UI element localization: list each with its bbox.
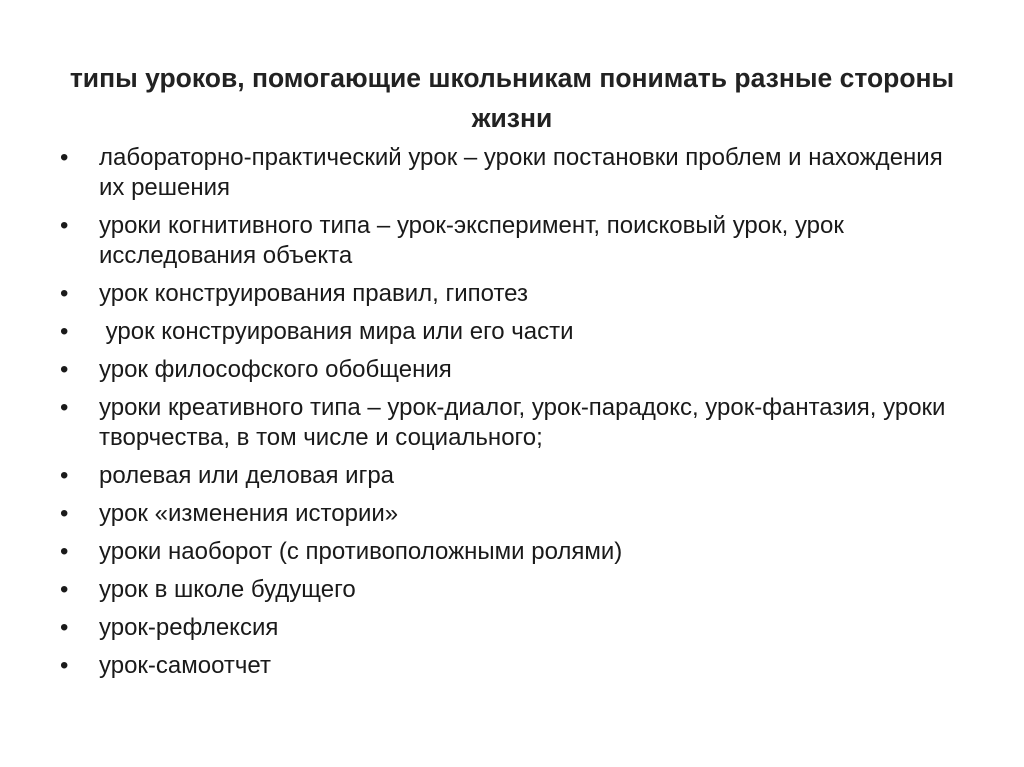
bullet-icon: • bbox=[60, 538, 69, 565]
list-item bbox=[60, 279, 960, 309]
bullet-icon: • bbox=[60, 318, 69, 345]
bullet-icon: • bbox=[60, 500, 69, 527]
bullet-list bbox=[60, 143, 960, 689]
bullet-icon: • bbox=[60, 614, 69, 641]
list-item-text: урок-самоотчет bbox=[99, 652, 271, 679]
list-item bbox=[60, 143, 960, 203]
list-item-text: уроки когнитивного типа – урок-эксперимент, поисковый урок, урок исследования объекта bbox=[99, 212, 844, 269]
list-item-text: уроки креативного типа – урок-диалог, урок-парадокс, урок-фантазия, уроки творчества, в том числе и социального; bbox=[99, 394, 946, 451]
bullet-icon: • bbox=[60, 394, 69, 421]
list-item bbox=[60, 393, 960, 453]
list-item bbox=[60, 537, 960, 567]
list-item-text: урок-рефлексия bbox=[99, 614, 279, 641]
bullet-icon: • bbox=[60, 212, 69, 239]
list-item bbox=[60, 575, 960, 605]
list-item bbox=[60, 613, 960, 643]
list-item-text: лабораторно-практический урок – уроки постановки проблем и нахождения их решения bbox=[99, 144, 943, 201]
list-item-text: урок философского обобщения bbox=[99, 356, 452, 383]
bullet-icon: • bbox=[60, 576, 69, 603]
list-item-text: уроки наоборот (с противоположными ролями) bbox=[99, 538, 623, 565]
bullet-icon: • bbox=[60, 280, 69, 307]
list-item-text: урок в школе будущего bbox=[99, 576, 356, 603]
list-item-text: урок конструирования мира или его части bbox=[99, 318, 574, 345]
bullet-icon: • bbox=[60, 652, 69, 679]
list-item bbox=[60, 317, 960, 347]
list-item bbox=[60, 355, 960, 385]
list-item bbox=[60, 651, 960, 681]
bullet-icon: • bbox=[60, 356, 69, 383]
list-item bbox=[60, 499, 960, 529]
list-item-text: ролевая или деловая игра bbox=[99, 462, 395, 489]
bullet-icon: • bbox=[60, 462, 69, 489]
list-item-text: урок «изменения истории» bbox=[99, 500, 399, 527]
slide-title: типы уроков, помогающие школьникам понимать разные стороны жизни bbox=[69, 63, 955, 133]
list-item bbox=[60, 461, 960, 491]
list-item bbox=[60, 211, 960, 271]
list-item-text: урок конструирования правил, гипотез bbox=[99, 280, 528, 307]
bullet-icon: • bbox=[60, 144, 69, 171]
